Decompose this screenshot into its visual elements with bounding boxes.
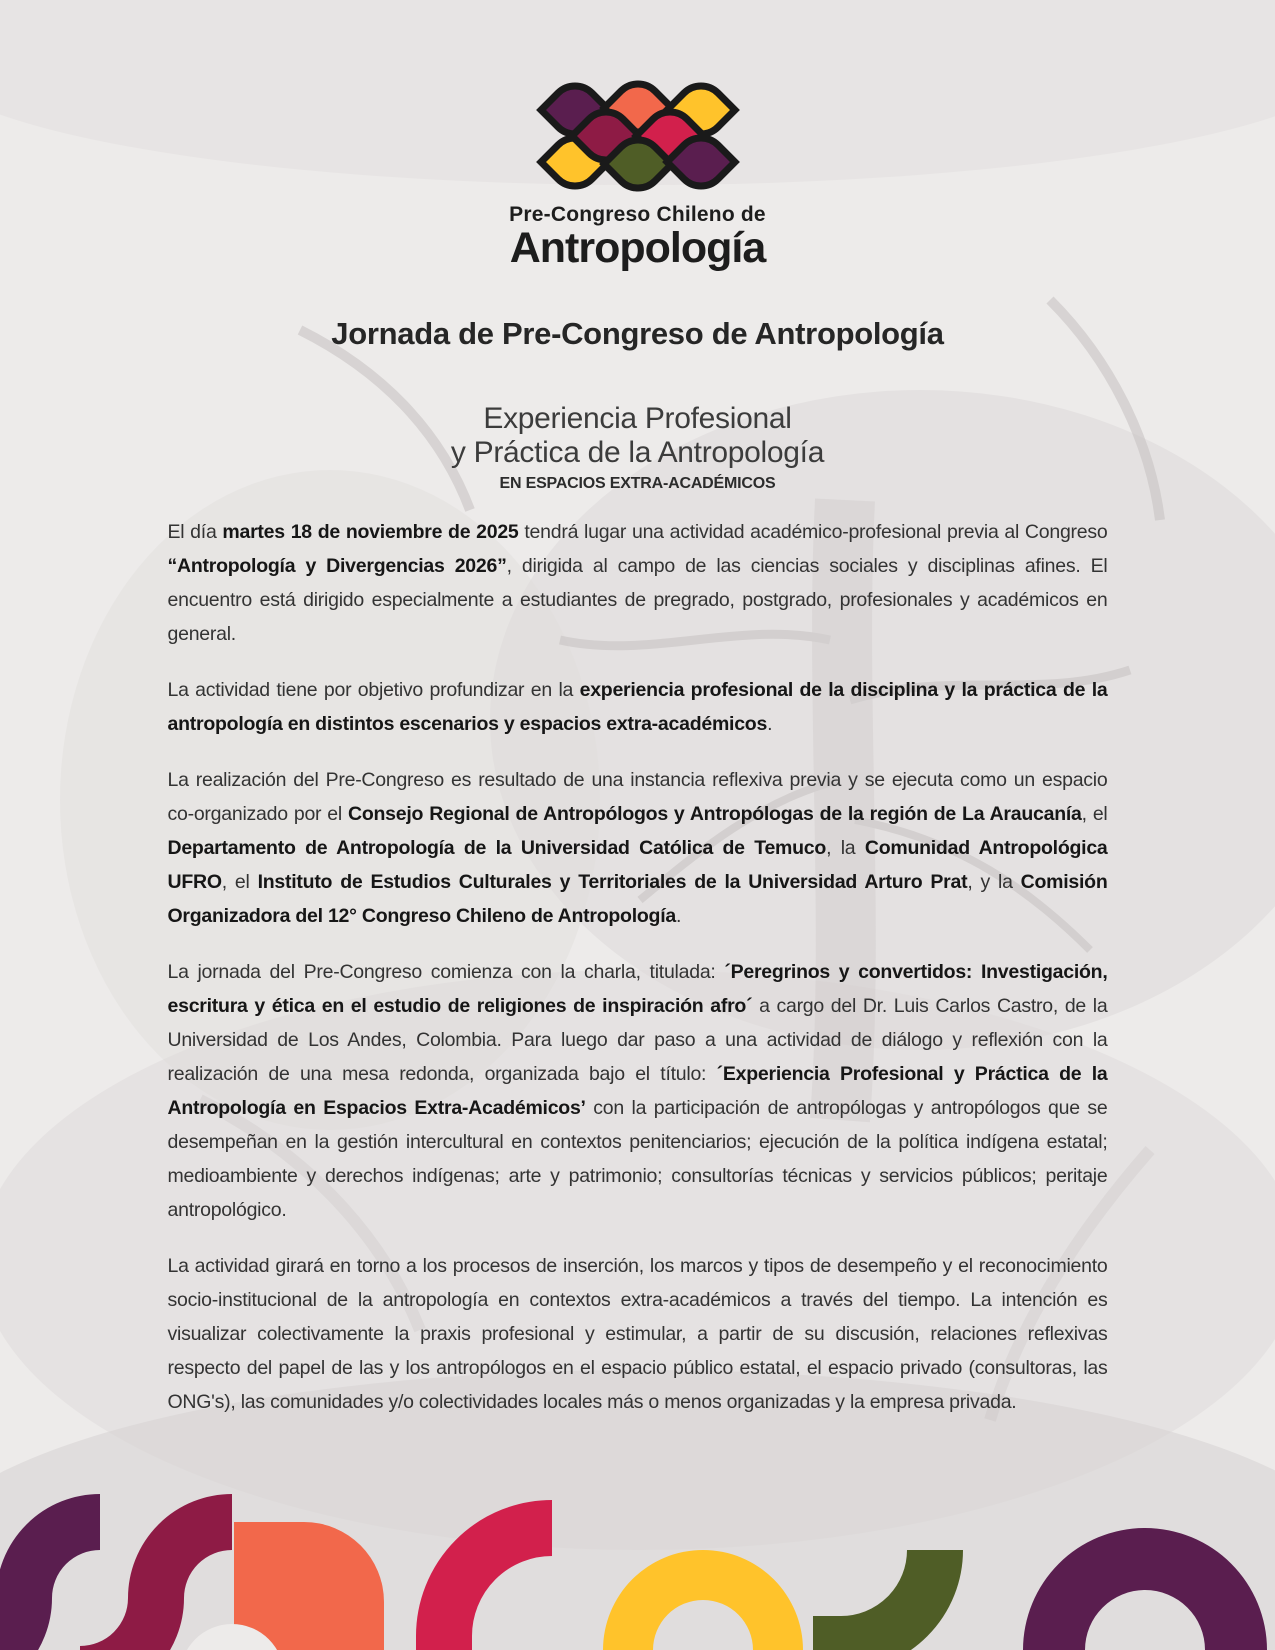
body-paragraph-5: La actividad girará en torno a los procesos de inserción, los marcos y tipos de desempeño y el reconocimiento socio-institucional de la antropología en contextos extra-académicos a través del tiempo. La intención es visualizar colectivamente la praxis profesional y estimular, a partir de su discusión, relaciones reflexivas respecto del papel de las y los antropólogos en el espacio público estatal, el espacio privado (consultoras, las ONG's), las comunidades y/o colectividades locales más o menos organizadas y la empresa privada. <box>167 1255 1108 1413</box>
frieze-green-quarter-arc <box>841 1550 935 1650</box>
body-paragraph-2: La actividad tiene por objetivo profundizar en la experiencia profesional de la disciplina y la práctica de la antropología en distintos escenarios y espacios extra-académicos. <box>167 679 1108 735</box>
subtitle-line2: y Práctica de la Antropología <box>450 436 825 469</box>
footer-frieze <box>0 1430 1275 1650</box>
body-paragraph-3: La realización del Pre-Congreso es resultado de una instancia reflexiva previa y se ejecuta como un espacio co-organizado por el Consejo Regional de Antropólogos y Antropólogas de la región de La Araucanía, el Departamento de Antropología de la Universidad Católica de Temuco, la Comunidad Antropológica UFRO, el Instituto de Estudios Culturales y Territoriales de la Universidad Arturo Prat, y la Comisión Organizadora del 12° Congreso Chileno de Antropología. <box>167 769 1108 927</box>
frieze-yellow-half-ring <box>603 1550 803 1650</box>
body-text-block <box>168 515 1108 1419</box>
body-paragraph-4: La jornada del Pre-Congreso comienza con la charla, titulada: ´Peregrinos y convertidos: Investigación, escritura y ética en el estudio de religiones de inspiración afro´ a cargo del Dr. Luis Carlos Castro, de la Universidad de Los Andes, Colombia. Para luego dar paso a una actividad de diálogo y reflexión con la realización de una mesa redonda, organizada bajo el título: ´Experiencia Profesional y Práctica de la Antropología en Espacios Extra-Académicos’ con la participación de antropólogas y antropólogos que se desempeñan en la gestión intercultural en contextos penitenciarios; ejecución de la política indígena estatal; medioambiente y derechos indígenas; arte y patrimonio; consultorías técnicas y servicios públicos; peritaje antropológico. <box>167 961 1108 1221</box>
frieze-crimson-arc <box>444 1528 552 1650</box>
subtitle-line1: Experiencia Profesional <box>483 402 792 435</box>
congress-logo-icon <box>503 76 773 196</box>
logo-wordmark: Antropología <box>509 224 766 272</box>
subtitle-caps: EN ESPACIOS EXTRA-ACADÉMICOS <box>499 475 776 492</box>
logo-pretitle: Pre-Congreso Chileno de <box>509 203 766 226</box>
body-paragraph-1: El día martes 18 de noviembre de 2025 tendrá lugar una actividad académico-profesional previa al Congreso “Antropología y Divergencias 2026”, dirigida al campo de las ciencias sociales y disciplinas afines. El encuentro está dirigido especialmente a estudiantes de pregrado, postgrado, profesionales y académicos en general. <box>167 521 1108 645</box>
frieze-purple-s-curve <box>0 1522 100 1650</box>
page-title: Jornada de Pre-Congreso de Antropología <box>331 316 944 351</box>
frieze-purple-half-ring <box>1023 1528 1267 1650</box>
